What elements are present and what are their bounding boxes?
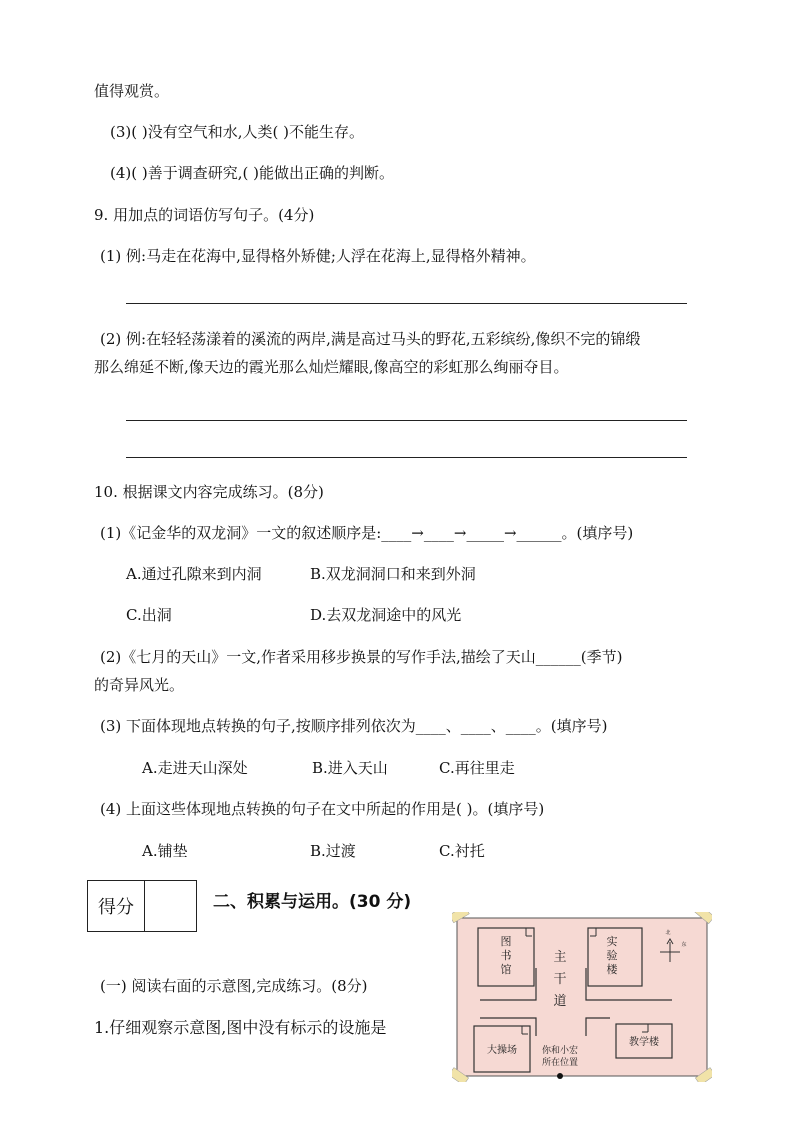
lab-char: 实 bbox=[606, 935, 618, 948]
playground-label: 大操场 bbox=[487, 1045, 517, 1056]
score-box bbox=[87, 880, 197, 932]
campus-map bbox=[452, 912, 712, 1082]
question-10-2b: 的奇异风光。 bbox=[94, 676, 185, 694]
answer-line[interactable] bbox=[126, 303, 687, 304]
question-1: 1.仔细观察示意图,图中没有标示的设施是 bbox=[94, 1018, 387, 1037]
option-c: C.出洞 bbox=[126, 606, 172, 624]
question-10-2a: (2)《七月的天山》一文,作者采用移步换景的写作手法,描绘了天山______(季节) bbox=[100, 648, 623, 666]
section-2-title: 二、积累与运用。(30 分) bbox=[213, 892, 412, 912]
library-char: 书 bbox=[500, 949, 512, 962]
option-a: A.通过孔隙来到内洞 bbox=[126, 565, 262, 583]
option-a: A.走进天山深处 bbox=[142, 759, 248, 777]
main-road-char: 干 bbox=[553, 972, 567, 987]
line-watch-worth: 值得观赏。 bbox=[94, 82, 170, 100]
option-a: A.铺垫 bbox=[142, 842, 188, 860]
question-10-4: (4) 上面这些体现地点转换的句子在文中所起的作用是( )。(填序号) bbox=[100, 800, 545, 818]
question-9-example-2a: (2) 例:在轻轻荡漾着的溪流的两岸,满是高过马头的野花,五彩缤纷,像织不完的锦缎 bbox=[100, 330, 641, 348]
answer-line[interactable] bbox=[126, 420, 687, 421]
part-1-instruction: (一) 阅读右面的示意图,完成练习。(8分) bbox=[100, 977, 368, 995]
fill-blank-4: (4)( )善于调查研究,( )能做出正确的判断。 bbox=[110, 164, 394, 182]
option-c: C.再往里走 bbox=[439, 759, 515, 777]
option-b: B.过渡 bbox=[310, 842, 356, 860]
main-road-char: 主 bbox=[553, 950, 567, 965]
option-c: C.衬托 bbox=[439, 842, 485, 860]
option-d: D.去双龙洞途中的风光 bbox=[310, 606, 462, 624]
location-label: 你和小宏 bbox=[541, 1046, 579, 1056]
option-b: B.进入天山 bbox=[312, 759, 388, 777]
compass-east-label: 东 bbox=[681, 942, 687, 948]
question-10-3: (3) 下面体现地点转换的句子,按顺序排列依次为____、____、____。(填序号) bbox=[100, 717, 608, 735]
question-9-example-1: (1) 例:马走在花海中,显得格外矫健;人浮在花海上,显得格外精神。 bbox=[100, 247, 536, 265]
compass-north-label: 北 bbox=[665, 930, 671, 936]
question-9-title: 9. 用加点的词语仿写句子。(4分) bbox=[94, 206, 315, 224]
teaching-building-label: 教学楼 bbox=[629, 1037, 659, 1048]
lab-char: 验 bbox=[606, 949, 618, 962]
campus-map-drawing bbox=[452, 912, 712, 1082]
score-label: 得分 bbox=[88, 881, 145, 931]
library-char: 馆 bbox=[500, 963, 512, 976]
location-label: 所在位置 bbox=[541, 1058, 579, 1068]
library-char: 图 bbox=[500, 935, 512, 948]
lab-char: 楼 bbox=[606, 963, 618, 976]
question-10-1: (1)《记金华的双龙洞》一文的叙述顺序是:____→____→_____→______。(填序号) bbox=[100, 524, 634, 542]
answer-line[interactable] bbox=[126, 457, 687, 458]
main-road-char: 道 bbox=[553, 994, 567, 1009]
question-9-example-2b: 那么绵延不断,像天边的霞光那么灿烂耀眼,像高空的彩虹那么绚丽夺目。 bbox=[94, 358, 569, 376]
question-10-title: 10. 根据课文内容完成练习。(8分) bbox=[94, 483, 324, 501]
fill-blank-3: (3)( )没有空气和水,人类( )不能生存。 bbox=[110, 123, 364, 141]
option-b: B.双龙洞洞口和来到外洞 bbox=[310, 565, 476, 583]
score-cell[interactable] bbox=[145, 881, 196, 931]
location-marker-icon bbox=[557, 1073, 563, 1079]
